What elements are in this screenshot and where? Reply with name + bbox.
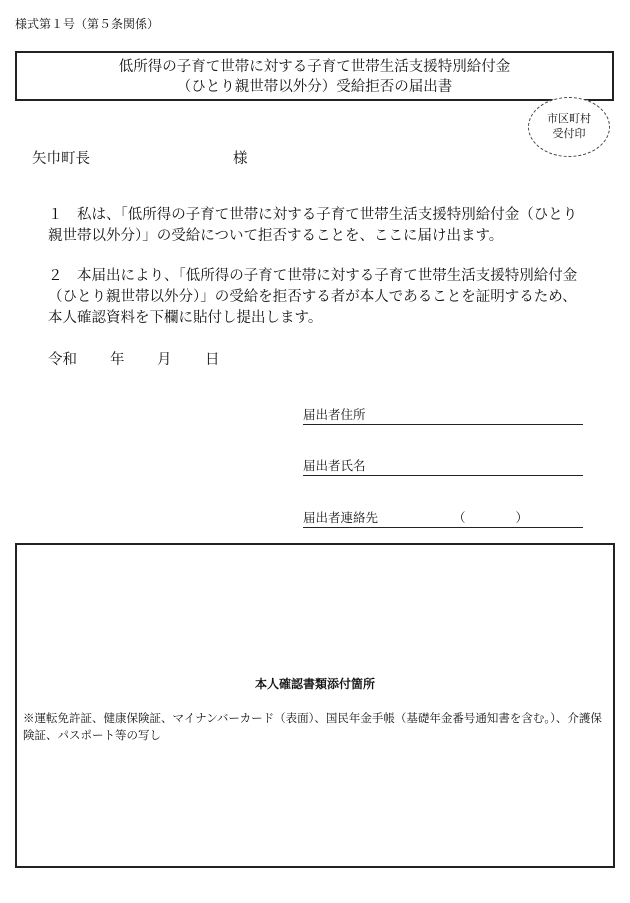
date-year: 年	[110, 352, 125, 368]
attachment-area-note: ※運転免許証、健康保険証、マイナンバーカード（表面）、国民年金手帳（基礎年金番号通知書を含む。）、介護保険証、パスポート等の写し	[23, 711, 602, 742]
statement-paragraph-1: １ 私は、「低所得の子育て世帯に対する子育て世帯生活支援特別給付金（ひとり親世帯以外分）」の受給について拒否することを、ここに届け出ます。	[48, 207, 578, 244]
stamp-line2: 受付印	[552, 127, 586, 140]
form-title-line2: （ひとり親世帯以外分）受給拒否の届出書	[176, 79, 453, 95]
date-month: 月	[157, 352, 172, 368]
stamp-line1: 市区町村	[547, 112, 591, 125]
statement-paragraph-2: ２ 本届出により、「低所得の子育て世帯に対する子育て世帯生活支援特別給付金（ひとり親世帯以外分）」の受給を拒否する者が本人であることを証明するため、本人確認資料を下欄に貼付し提出します。	[48, 268, 578, 326]
applicant-contact-label: 届出者連絡先	[303, 510, 379, 525]
applicant-name-field[interactable]	[303, 456, 583, 476]
applicant-address-field[interactable]	[303, 405, 583, 425]
addressee-name: 矢巾町長	[32, 151, 90, 167]
date-era: 令和	[48, 352, 77, 368]
applicant-address-label: 届出者住所	[303, 407, 366, 422]
addressee-honorific: 様	[233, 151, 248, 167]
applicant-name-label: 届出者氏名	[303, 458, 366, 473]
form-title	[15, 51, 614, 101]
reception-stamp	[528, 97, 610, 157]
form-number: 様式第１号（第５条関係）	[15, 17, 160, 31]
contact-area-code-parens: （ ）	[453, 510, 529, 525]
date-day: 日	[205, 352, 220, 368]
applicant-contact-field[interactable]	[303, 508, 583, 528]
id-document-attachment-area	[15, 543, 615, 868]
form-title-line1: 低所得の子育て世帯に対する子育て世帯生活支援特別給付金	[118, 59, 511, 75]
attachment-area-title: 本人確認書類添付箇所	[254, 677, 375, 691]
